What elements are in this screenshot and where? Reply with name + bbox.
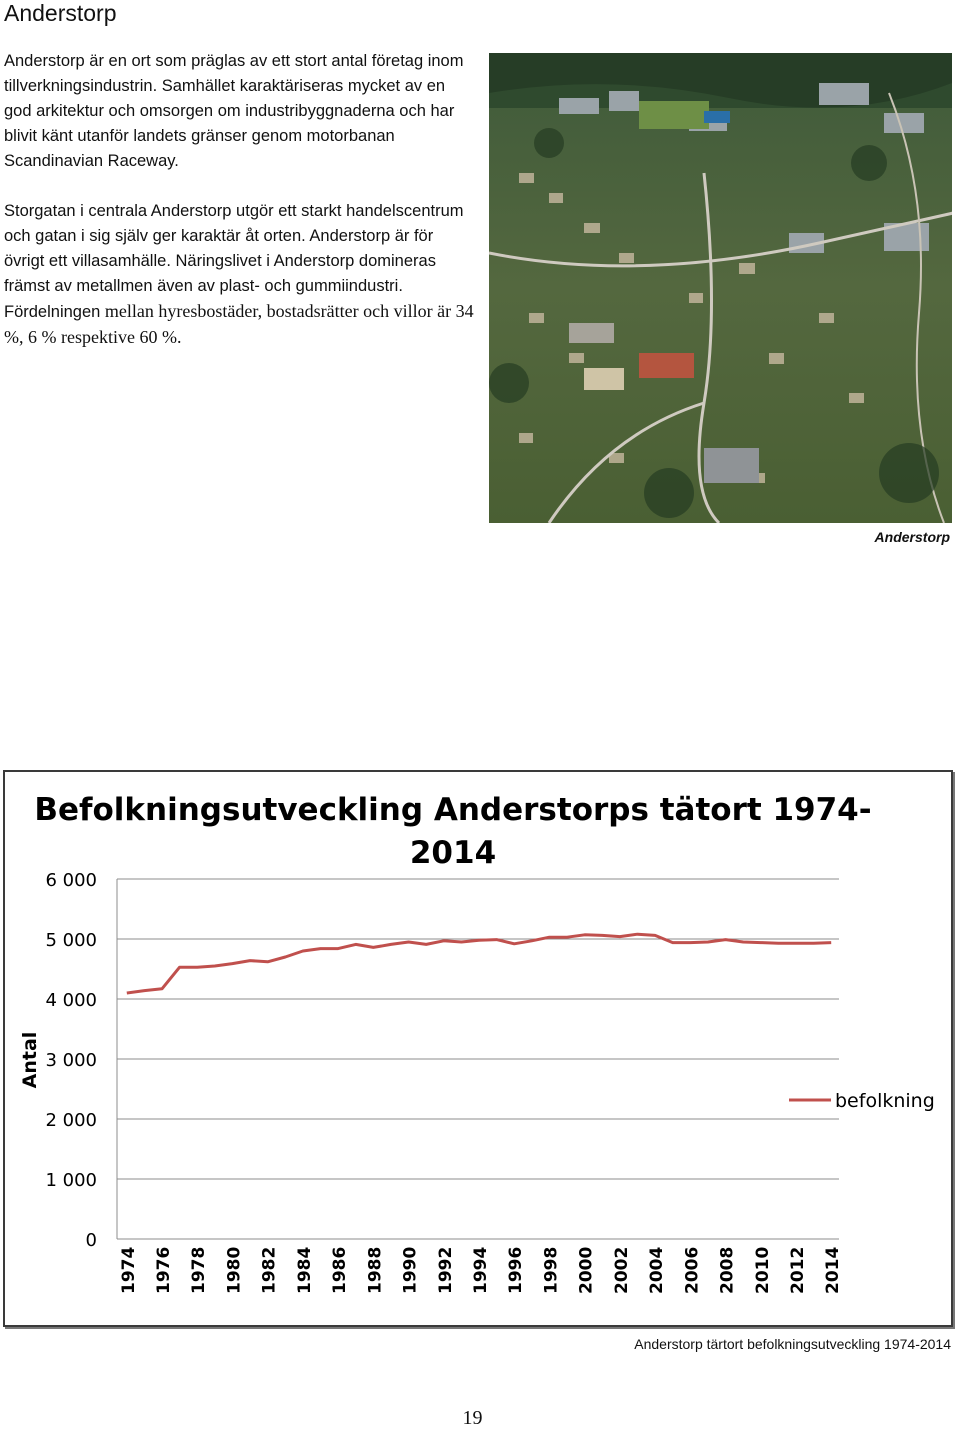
x-tick-label: 1990	[400, 1246, 421, 1294]
x-tick-label: 1992	[435, 1246, 456, 1294]
x-tick-label: 2012	[788, 1246, 809, 1294]
x-tick-label: 1996	[506, 1246, 527, 1294]
y-tick-label: 6 000	[45, 870, 97, 891]
x-tick-label: 1974	[118, 1246, 139, 1294]
aerial-photo	[489, 53, 952, 523]
x-tick-label: 1994	[471, 1246, 491, 1294]
y-tick-label: 2 000	[45, 1110, 97, 1131]
x-tick-label: 1976	[153, 1246, 174, 1294]
series-line-befolkning	[127, 934, 831, 993]
chart-caption: Anderstorp tärtort befolkningsutveckling 1974-2014	[634, 1336, 951, 1352]
paragraph-2-sans: Storgatan i centrala Anderstorp utgör ett starkt handelscentrum och gatan i sig själv ger karaktär åt orten. Anderstorp är för övrigt ett villasamhälle. Näringslivet i Anderstorp domineras främst av metallmen även av plast- och gummiindustri. Fördelningen	[4, 202, 464, 321]
x-tick-label: 2006	[682, 1246, 703, 1294]
photo-caption: Anderstorp	[874, 529, 950, 545]
x-tick-label: 1982	[259, 1246, 280, 1294]
x-tick-label: 2002	[611, 1246, 632, 1294]
x-tick-label: 2010	[752, 1246, 773, 1294]
paragraph-2-serif: mellan hyresbostäder, bostadsrätter och villor är 34 %, 6 % respektive 60 %.	[4, 301, 474, 347]
y-tick-label: 1 000	[45, 1170, 97, 1191]
y-tick-label: 0	[85, 1230, 97, 1251]
paragraph-1: Anderstorp är en ort som präglas av ett stort antal företag inom tillverkningsindustrin. Samhället karaktäriseras mycket av en god arkitektur och omsorgen om industribyggnaderna och har blivit känt utanför landets gränser genom motorbanan Scandinavian Raceway.	[4, 52, 464, 170]
page-heading: Anderstorp	[4, 0, 117, 26]
legend-label: befolkning	[835, 1090, 935, 1112]
x-tick-label: 1988	[365, 1246, 386, 1294]
x-tick-label: 1986	[330, 1246, 351, 1294]
x-tick-label: 1978	[189, 1246, 210, 1294]
x-tick-label: 2000	[576, 1246, 597, 1294]
y-tick-label: 3 000	[45, 1050, 97, 1071]
x-tick-label: 1980	[224, 1246, 245, 1294]
paragraph-2	[4, 199, 474, 351]
x-tick-label: 2004	[647, 1246, 668, 1294]
population-chart	[3, 770, 953, 1327]
page-number: 19	[462, 1407, 483, 1429]
y-axis-label: Antal	[19, 1031, 41, 1089]
chart-title-line-2: 2014	[409, 835, 497, 871]
y-tick-label: 5 000	[45, 930, 97, 951]
x-tick-label: 1984	[294, 1246, 315, 1294]
x-tick-label: 2014	[823, 1246, 844, 1294]
x-tick-label: 1998	[541, 1246, 562, 1294]
intro-text	[4, 49, 474, 351]
x-tick-label: 2008	[717, 1246, 738, 1294]
chart-title-line-1: Befolkningsutveckling Anderstorps tätort 1974-	[34, 792, 872, 828]
y-tick-label: 4 000	[45, 990, 97, 1011]
